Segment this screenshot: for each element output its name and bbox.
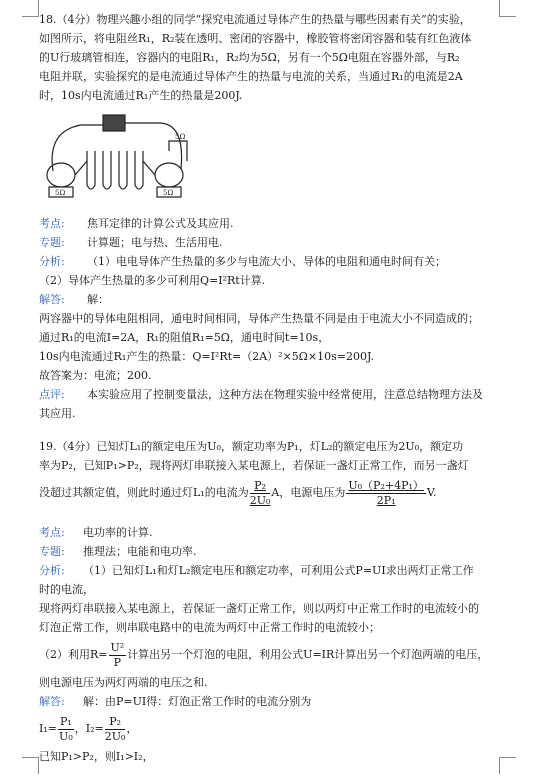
answer-current-fraction xyxy=(250,479,271,508)
answer-current-denominator: 2U₀ xyxy=(249,493,271,507)
q18-body-3: 10s内电流通过R₁产生的热量：Q=I²Rt=（2A）²×5Ω×10s=200J. xyxy=(39,350,375,363)
fenxi-tag: 分析: xyxy=(39,255,65,268)
q18-line-1: 18.（4分）物理兴趣小组的同学“探究电流通过导体产生的热量与哪些因素有关”的实验， xyxy=(39,13,471,26)
q18-kaodian xyxy=(39,214,509,233)
i1-fraction xyxy=(58,715,74,744)
fenxi-tag: 分析: xyxy=(39,564,65,577)
i2-label: ，I₂= xyxy=(74,722,104,735)
q18-body-1: 两容器中的导体电阻相同，通电时间相同，导体产生热量不同是由于电流大小不同造成的； xyxy=(39,312,479,325)
zhuanti-text: 计算题；电与热、生活用电. xyxy=(87,236,223,249)
fenxi2-text-b: 计算出另一个灯泡的电阻，利用公式U=IR计算出另一个灯泡两端的电压， xyxy=(127,648,489,661)
q19-line-2: 率为P₂，已知P₁>P₂，现将两灯串联接入某电源上，若保证一盏灯正常工作，而另一盏灯 xyxy=(39,459,469,472)
jieda-text: 解： xyxy=(87,293,109,306)
q18-line-3: 的U行玻璃管相连，容器内的电阻R₁，R₂均为5Ω，另有一个5Ω电阻在容器外部，与R₂ xyxy=(39,51,460,64)
fenxi-text: （1）已知灯L₁和灯L₂额定电压和额定功率，可利用公式P=UI求出两灯正常工作 xyxy=(83,564,474,577)
kaodian-text: 电功率的计算. xyxy=(83,526,153,539)
i1-denominator: U₀ xyxy=(59,729,73,743)
q19-line-3-text-c: V. xyxy=(426,486,437,499)
i2-numerator: P₂ xyxy=(105,715,126,730)
resistance-formula-fraction xyxy=(109,641,127,670)
answer-current-numerator: P₂ xyxy=(250,479,271,494)
q19-fenxi-2: 时的电流， xyxy=(39,583,94,596)
q18-fenxi-2: （2）导体产生热量的多少可利用Q=I²Rt计算. xyxy=(39,274,266,287)
q18-line-5: 时，10s内电流通过R₁产生的热量是200J. xyxy=(39,89,243,102)
kaodian-text: 焦耳定律的计算公式及其应用. xyxy=(87,217,234,230)
resistance-numerator: U² xyxy=(110,640,125,654)
i1-label: I₁= xyxy=(39,722,57,735)
q19-fenxi-6: 则电源电压为两灯两端的电压之和. xyxy=(39,676,208,689)
resistor-label-2: 5Ω xyxy=(163,189,174,197)
document-page xyxy=(39,10,509,766)
q18-body-2: 通过R₁的电流I=2A，R₁的阻值R₁=5Ω，通电时间t=10s， xyxy=(39,331,330,344)
resistor-label-3: 5Ω xyxy=(175,133,186,141)
resistor-label-1: 5Ω xyxy=(55,189,66,197)
q18-line-4: 电阻并联，实验探究的是电流通过导体产生的热量与电流的关系，当通过R₁的电流是2A xyxy=(39,70,463,83)
i2-denominator: 2U₀ xyxy=(104,729,126,743)
i2-fraction xyxy=(105,715,126,744)
circuit-figure xyxy=(41,111,193,203)
q18-jieda xyxy=(39,290,509,309)
question-18 xyxy=(39,10,509,423)
kaodian-tag: 考点: xyxy=(39,217,65,230)
jieda-text: 解：由P=UI得：灯泡正常工作时的电流分别为 xyxy=(83,695,312,708)
dianping-text: 本实验应用了控制变量法，这种方法在物理实验中经常使用，注意总结物理方法及 xyxy=(87,388,483,401)
q19-fenxi-5 xyxy=(39,637,509,673)
q18-dianping xyxy=(39,385,509,404)
fenxi-text: （1）电电导体产生热量的多少与电流大小、导体的电阻和通电时间有关； xyxy=(87,255,446,268)
zhuanti-tag: 专题: xyxy=(39,236,65,249)
q19-line-3-text-b: A，电源电压为 xyxy=(271,486,346,499)
answer-voltage-denominator: 2P₁ xyxy=(376,493,396,507)
q18-dianping-2: 其应用. xyxy=(39,407,76,420)
question-19 xyxy=(39,437,509,766)
i1-numerator: P₁ xyxy=(59,714,72,728)
dianping-tag: 点评: xyxy=(39,388,65,401)
zhuanti-tag: 专题: xyxy=(39,545,65,558)
q19-line-1: 19.（4分）已知灯L₁的额定电压为U₀，额定功率为P₁，灯L₂的额定电压为2U₀，额定功 xyxy=(39,440,464,453)
q19-line-3 xyxy=(39,475,509,511)
crop-mark-bottom-left xyxy=(22,757,39,774)
q19-last: 已知P₁>P₂，则I₁>I₂， xyxy=(39,750,154,763)
q19-zhuanti xyxy=(39,542,509,561)
answer-voltage-fraction xyxy=(346,479,426,508)
q18-line-2: 如图所示，将电阻丝R₁，R₂装在透明、密闭的容器中，橡胶管将密闭容器和装有红色液体 xyxy=(39,32,472,45)
q19-fenxi-4: 灯泡正常工作，则串联电路中的电流为两灯中正常工作时的电流较小； xyxy=(39,621,380,634)
q19-jieda xyxy=(39,692,509,711)
q19-currents xyxy=(39,711,509,747)
jieda-tag: 解答: xyxy=(39,293,65,306)
crop-mark-top-left xyxy=(22,0,39,17)
q19-kaodian xyxy=(39,523,509,542)
i2-end: ， xyxy=(126,722,138,735)
answer-voltage-numerator: U₀（P₂+4P₁） xyxy=(348,478,424,492)
q19-fenxi-1 xyxy=(39,561,509,580)
q19-fenxi-3: 现将两灯串联接入某电源上，若保证一盏灯正常工作，则以两灯中正常工作时的电流较小的 xyxy=(39,602,479,615)
q19-line-3-text-a: 没超过其额定值，则此时通过灯L₁的电流为 xyxy=(39,486,249,499)
zhuanti-text: 推理法；电能和电功率. xyxy=(83,545,197,558)
fenxi2-text-a: （2）利用R= xyxy=(39,648,108,661)
resistance-denominator: P xyxy=(113,655,122,669)
jieda-tag: 解答: xyxy=(39,695,65,708)
q18-zhuanti xyxy=(39,233,509,252)
q18-fenxi-1 xyxy=(39,252,509,271)
q18-body-4: 故答案为：电流；200. xyxy=(39,369,152,382)
kaodian-tag: 考点: xyxy=(39,526,65,539)
